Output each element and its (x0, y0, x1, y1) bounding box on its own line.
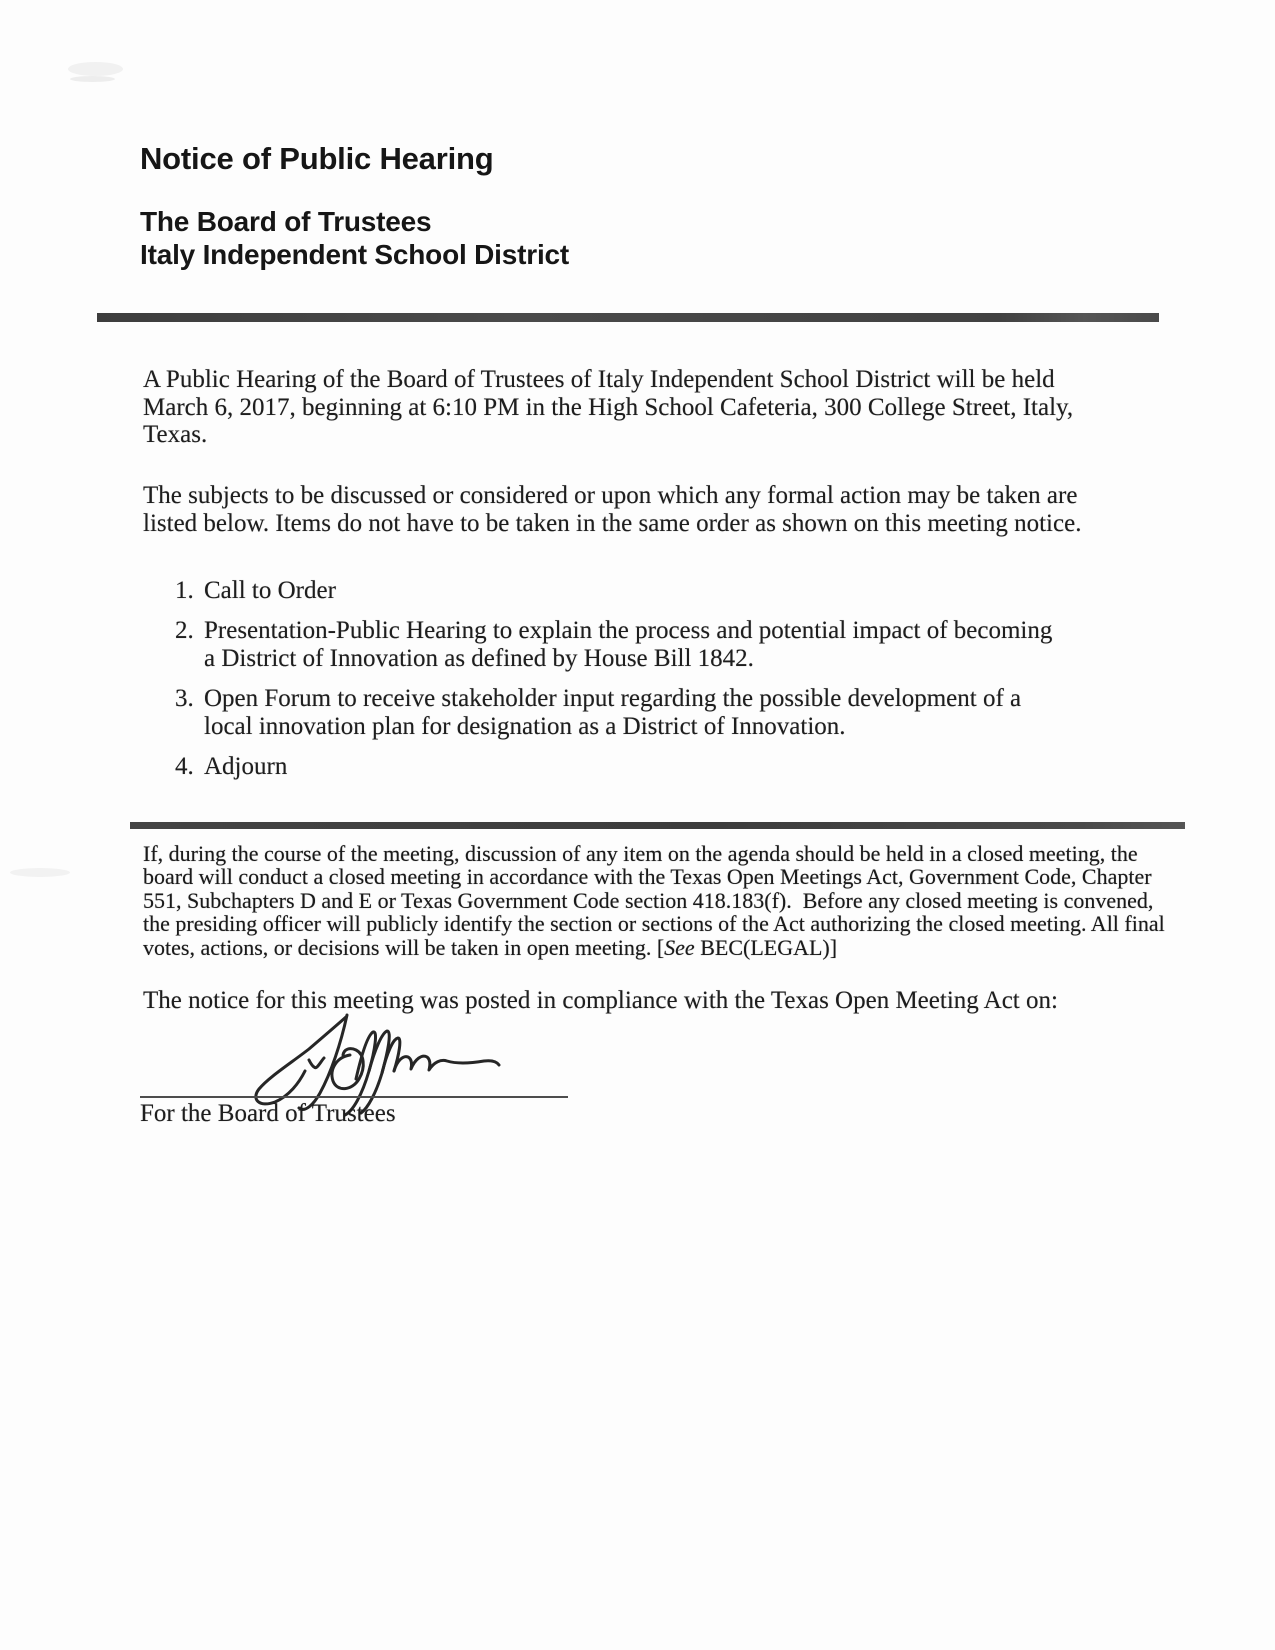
closed-meeting-line: the presiding officer will publicly identify the section or sections of the Act authorizing the closed meeting. All final (143, 911, 1165, 937)
agenda-item-text: Call to Order (204, 577, 336, 604)
org-name (140, 205, 569, 271)
intro-line: A Public Hearing of the Board of Trustees of Italy Independent School District will be held (143, 366, 1055, 393)
closed-meeting-line: If, during the course of the meeting, discussion of any item on the agenda should be held in a closed meeting, the (143, 841, 1138, 866)
posting-statement: The notice for this meeting was posted in compliance with the Texas Open Meeting Act on: (143, 987, 1058, 1014)
see-reference-italic: See (664, 934, 695, 960)
agenda-item-number: 2. (175, 617, 194, 644)
signature-line (140, 1096, 568, 1098)
agenda-item-number: 1. (175, 577, 194, 604)
org-name-line1: The Board of Trustees (140, 206, 432, 237)
scan-artifact (70, 76, 115, 82)
scan-artifact (10, 868, 70, 877)
agenda-list (175, 577, 1052, 793)
agenda-item-text: Open Forum to receive stakeholder input regarding the possible development of a local innovation plan for designation as a District of Innovation. (204, 685, 1022, 740)
agenda-item-adjourn (175, 753, 1052, 781)
org-name-line2: Italy Independent School District (140, 239, 570, 270)
intro-line: Texas. (143, 421, 208, 448)
agenda-item-open-forum (175, 685, 1052, 741)
closed-meeting-line: board will conduct a closed meeting in accordance with the Texas Open Meetings Act, Government Code, Chapter (143, 864, 1152, 890)
divider-top (97, 313, 1159, 322)
agenda-item-text: Adjourn (204, 753, 288, 780)
closed-meeting-notice (143, 842, 1165, 959)
page-title: Notice of Public Hearing (140, 141, 494, 176)
subjects-line: The subjects to be discussed or considered or upon which any formal action may be taken are (143, 482, 1078, 509)
subjects-line: listed below. Items do not have to be taken in the same order as shown on this meeting notice. (143, 509, 1082, 537)
scan-artifact (68, 62, 123, 76)
subjects-paragraph (143, 482, 1081, 537)
closed-meeting-line: 551, Subchapters D and E or Texas Government Code section 418.183(f). Before any closed meeting is convened, (143, 887, 1154, 913)
closed-meeting-line-last: votes, actions, or decisions will be taken in open meeting. [See BEC(LEGAL)] (143, 934, 838, 960)
agenda-item-number: 3. (175, 685, 194, 712)
intro-line: March 6, 2017, beginning at 6:10 PM in the High School Cafeteria, 300 College Street, Italy, (143, 393, 1074, 421)
agenda-item-presentation (175, 617, 1052, 673)
intro-paragraph (143, 366, 1073, 449)
agenda-item-call-to-order (175, 577, 1052, 605)
divider-bottom (130, 822, 1185, 829)
signature-caption: For the Board of Trustees (140, 1100, 396, 1127)
agenda-item-number: 4. (175, 753, 194, 780)
agenda-item-text: Presentation-Public Hearing to explain the process and potential impact of becoming a District of Innovation as defined by House Bill 1842. (204, 617, 1053, 672)
